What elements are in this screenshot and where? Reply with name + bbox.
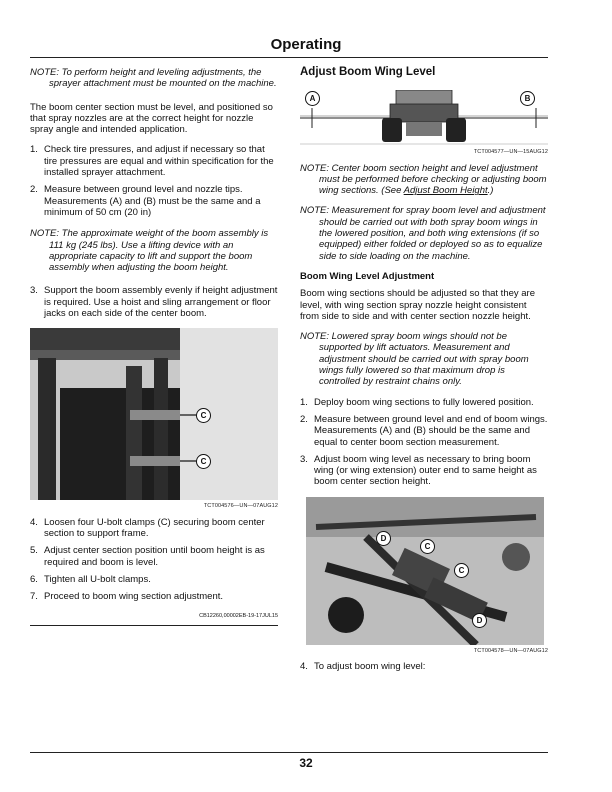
footer-rule <box>30 752 548 753</box>
figure-caption: TCT004576—UN—07AUG12 <box>203 503 278 510</box>
list-item: 1. Deploy boom wing sections to fully lowered position. <box>300 396 534 408</box>
list-item: 3. Adjust boom wing level as necessary to bring boom wing (or wing extension) outer end to same height as boom center section height. <box>300 453 537 488</box>
note-measurement-conditions: NOTE: Measurement for spray boom level and adjustment should be carried out with both spray boom wings in the lowered position, and both wing extensions (if so equipped) either folded or deployed so as to equalize side to side loading on the machine. <box>300 205 546 262</box>
callout-d-upper: D <box>376 531 391 546</box>
note-lowered-wings: NOTE: Lowered spray boom wings should not be supported by lift actuators. Measurement and adjustment should be carried out with spray boom wings fully lowered so that maximum drop is controlled by restraint chains only. <box>300 331 529 388</box>
section-title: Adjust Boom Wing Level <box>300 66 436 78</box>
list-item: 3. Support the boom assembly evenly if height adjustment is required. Use a hoist and sling arrangement or floor jacks on each side of the center boom. <box>30 285 278 320</box>
clamp-photo <box>30 328 278 500</box>
page-number: 32 <box>299 756 313 770</box>
left-column <box>30 67 278 626</box>
list-item: 2. Measure between ground level and nozzle tips. Measurements (A) and (B) must be the same and a minimum of 50 cm (20 in) <box>30 184 261 218</box>
figure-wing-adjusters <box>306 497 544 645</box>
steps-list-2 <box>30 285 278 319</box>
wing-adjuster-photo <box>306 497 544 645</box>
page-title: Operating <box>270 36 342 53</box>
note-boom-weight: NOTE: The approximate weight of the boom assembly is 111 kg (245 lbs). Use a lifting device with an appropriate capacity to lift and support the boom assembly when adjusting the boom height. <box>30 228 269 274</box>
subsection-title: Boom Wing Level Adjustment <box>300 270 435 282</box>
list-item: 1. Check tire pressures, and adjust if necessary so that tire pressures are equal and within specification for the installed sprayer attachment. <box>30 144 274 179</box>
adjust-boom-height-link[interactable]: Adjust Boom Height <box>403 185 488 197</box>
center-section-intro: The boom center section must be level, and positioned so that spray nozzles are at the correct height for nozzle spray angle and intended application. <box>30 101 273 136</box>
steps-list-3 <box>30 517 278 603</box>
callout-b: B <box>520 91 535 106</box>
callout-a: A <box>305 91 320 106</box>
figure-center-section-clamps <box>30 328 278 500</box>
callout-c-upper: C <box>420 539 435 554</box>
wing-steps-list <box>300 397 548 488</box>
boom-front-diagram <box>300 90 548 146</box>
figure-caption: TCT004578—UN—07AUG12 <box>473 647 548 654</box>
list-item: 6. Tighten all U-bolt clamps. <box>30 573 151 585</box>
wing-level-intro: Boom wing sections should be adjusted so that they are level, with wing section spray nozzle height consistent from side to side and with center section nozzle height. <box>300 288 536 322</box>
list-item: 5. Adjust center section position until boom height is as required and boom is level. <box>30 545 265 568</box>
callout-d-lower: D <box>472 613 487 628</box>
header-rule <box>30 57 548 58</box>
note-center-first: NOTE: Center boom section height and level adjustment must be performed before checking or adjusting boom wing sections. (See Adjust Boom Height.) <box>300 162 547 197</box>
steps-list-1 <box>30 144 278 218</box>
figure-boom-front-view <box>300 90 548 146</box>
note-mounting: NOTE: To perform height and leveling adjustments, the sprayer attachment must be mounted on the machine. <box>30 67 277 90</box>
callout-c-lower: C <box>454 563 469 578</box>
list-item: 2. Measure between ground level and end of boom wings. Measurements (A) and (B) should be the same and equal to center boom section measurement. <box>300 413 548 448</box>
callout-c-lower: C <box>196 454 211 469</box>
wing-steps-list-continued <box>300 661 548 672</box>
document-reference: CB12260,00002EB-19-17JUL15 <box>30 611 278 625</box>
figure-caption: TCT004577—UN—15AUG12 <box>473 149 548 156</box>
list-item: 7. Proceed to boom wing section adjustment. <box>30 591 224 603</box>
right-column <box>300 67 548 681</box>
list-item: 4. To adjust boom wing level: <box>300 661 426 673</box>
callout-c-upper: C <box>196 408 211 423</box>
list-item: 4. Loosen four U-bolt clamps (C) securing boom center section to support frame. <box>30 516 265 539</box>
